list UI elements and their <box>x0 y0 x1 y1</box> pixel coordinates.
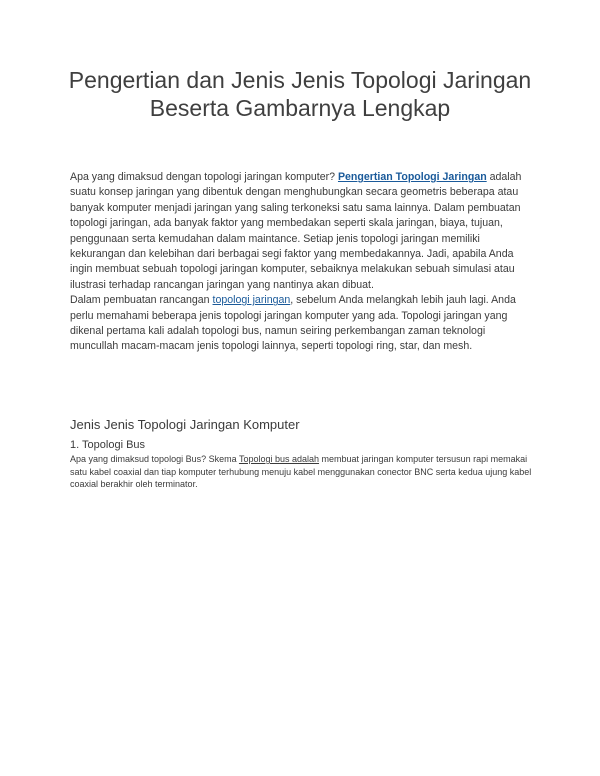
bus-after: membuat jaringan komputer tersusun rapi memakai satu kabel coaxial dan tiap komputer terhubung menuju kabel menggunakan conector BNC serta kedua ujung kabel coaxial berakhir oleh terminator. <box>70 454 532 490</box>
topologi-jaringan-link[interactable]: topologi jaringan <box>212 294 291 307</box>
topologi-bus-link[interactable]: Topologi bus adalah <box>238 454 320 464</box>
bus-subheading: 1. Topologi Bus <box>70 439 146 451</box>
intro-p2-after: , sebelum Anda melangkah lebih jauh lagi. Anda perlu memahami beberapa jenis topologi jaringan komputer yang ada. Topologi jaringan yang dikenal pertama kali adalah topologi bus, namun seiring perkembangan zaman teknologi muncullah macam-macam jenis topologi lainnya, seperti topologi ring, star, dan mesh. <box>70 294 516 353</box>
intro-p1-after: adalah suatu konsep jaringan yang dibentuk dengan menghubungkan secara geometris beberapa atau banyak komputer menjadi jaringan yang saling terkoneksi satu sama lainnya. Dalam pembuatan topologi jaringan, ada banyak faktor yang membedakan seperti skala jaringan, biaya, tujuan, penggunaan serta kemudahan dalam maintance. Setiap jenis topologi jaringan memiliki kekurangan dan kelebihan dari berbagai segi faktor yang membedakannya. Jadi, apabila Anda ingin membuat sebuah topologi jaringan komputer, sebaiknya melakukan sebuah simulasi atau ilustrasi terhadap rancangan jaringan yang nantinya akan dibuat. <box>70 171 522 291</box>
bus-paragraph <box>70 453 532 491</box>
bus-before: Apa yang dimaksud topologi Bus? Skema <box>70 454 239 464</box>
topology-types-section <box>70 416 532 491</box>
intro-p2-before: Dalam pembuatan rancangan <box>70 294 213 307</box>
intro-paragraph-2 <box>70 293 532 355</box>
intro-p1-before: Apa yang dimaksud dengan topologi jaringan komputer? <box>70 171 338 183</box>
section-heading: Jenis Jenis Topologi Jaringan Komputer <box>70 417 300 432</box>
document-title: Pengertian dan Jenis Jenis Topologi Jaringan Beserta Gambarnya Lengkap <box>68 67 532 121</box>
pengertian-topologi-link[interactable]: Pengertian Topologi Jaringan <box>337 171 487 183</box>
intro-paragraph-1 <box>70 170 532 293</box>
intro-text <box>70 170 532 355</box>
